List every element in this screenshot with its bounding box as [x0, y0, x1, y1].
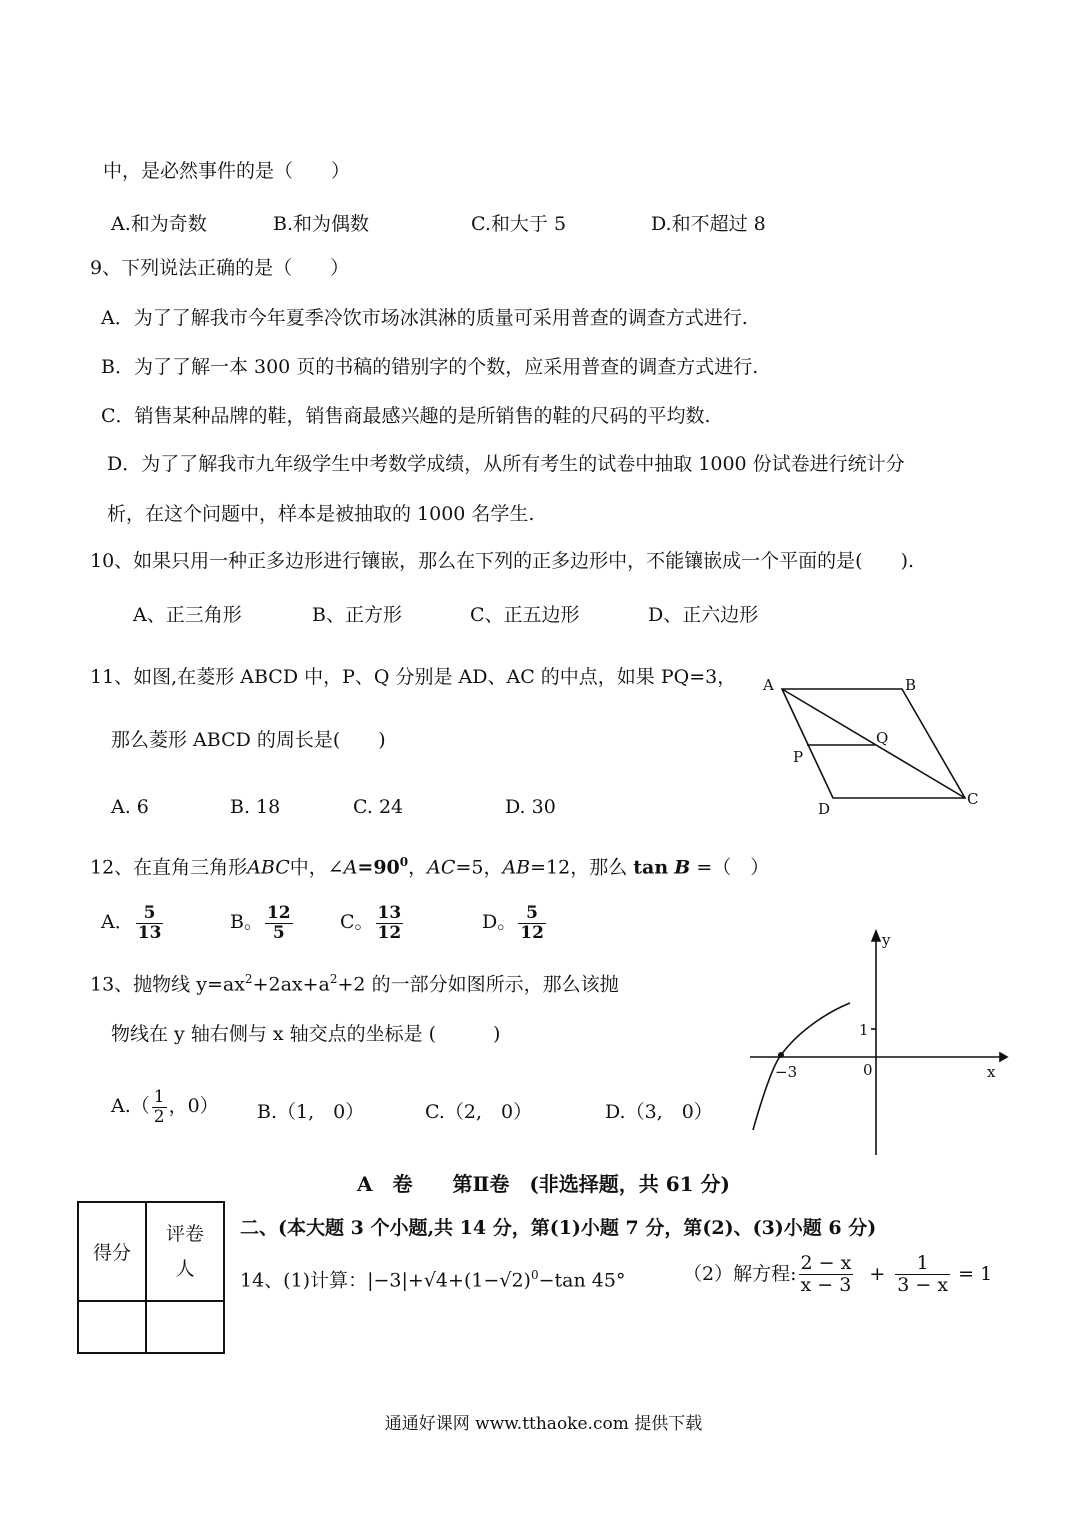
part2-heading: 二、(本大题 3 个小题,共 14 分，第(1)小题 7 分，第(2)、(3)小题 6 分): [240, 1217, 877, 1239]
q12-degree: 0: [399, 855, 409, 869]
q12-option-b: [230, 904, 295, 942]
q12-option-c-label: C。: [340, 911, 374, 934]
q11-option-c: C. 24: [353, 796, 404, 818]
footer-text: 通通好课网 www.tthaoke.com 提供下载: [384, 1414, 703, 1434]
q13-stem-post: +2 的一部分如图所示，那么该抛: [337, 973, 619, 996]
q12-option-d: [482, 904, 548, 942]
q13-option-d: D.（3, 0）: [605, 1101, 713, 1123]
grader-cell: [146, 1301, 224, 1353]
q12-comma: ，: [408, 856, 428, 879]
q12-option-c-num: 13: [377, 903, 402, 923]
q14-fraction2-den: 3 − x: [897, 1273, 949, 1296]
label-c: C: [967, 790, 979, 808]
label-p: P: [793, 748, 804, 766]
q12-ab: AB: [502, 856, 531, 879]
q14-prefix: 14、(1)计算：: [240, 1269, 368, 1292]
q12-ac: AC: [427, 856, 456, 879]
score-header: 得分: [78, 1202, 146, 1301]
q12-ab-val: =12，那么: [530, 856, 634, 879]
y-axis-arrow: [872, 931, 880, 941]
q12-option-c: [340, 904, 405, 942]
diagonal-ac: [782, 689, 965, 798]
q14-expression-tail: −tan 45°: [538, 1269, 626, 1292]
q12-option-d-den: 12: [520, 922, 544, 943]
q9-option-d-line1: D．为了了解我市九年级学生中考数学成绩，从所有考生的试卷中抽取 1000 份试卷进行统计分: [107, 453, 905, 475]
q13-option-a-den: 2: [153, 1106, 165, 1127]
q12-tan-var: B: [674, 856, 691, 879]
q9-stem: 9、下列说法正确的是（ ）: [90, 257, 350, 279]
q14-rhs: = 1: [958, 1262, 993, 1285]
rhombus-figure: [755, 670, 985, 820]
q8-option-d: D.和不超过 8: [651, 213, 766, 235]
label-q: Q: [876, 729, 889, 747]
q13-option-a-tail: ，0）: [168, 1095, 219, 1118]
q13-option-c: C.（2, 0）: [425, 1101, 533, 1123]
q14-line: [240, 1268, 625, 1292]
label-b: B: [905, 676, 917, 694]
q14-fraction1-den: x − 3: [800, 1273, 852, 1296]
q11-option-b: B. 18: [230, 796, 281, 818]
q9-option-c: C．销售某种品牌的鞋，销售商最感兴趣的是所销售的鞋的尺码的平均数.: [101, 405, 711, 427]
section-title: A 卷 第Ⅱ卷 (非选择题，共 61 分): [356, 1172, 731, 1196]
q13-option-a-label: A.（: [111, 1095, 150, 1118]
q12-angle-val: =90: [357, 856, 400, 879]
q13-sup1: 2: [244, 972, 253, 986]
q14-part2-label: （2）解方程:: [683, 1262, 797, 1285]
origin-label: 0: [863, 1061, 873, 1079]
q10-option-d: D、正六边形: [648, 604, 759, 626]
q12-option-a-den: 13: [137, 922, 162, 943]
q10-option-c: C、正五边形: [470, 604, 580, 626]
grader-header-line2: 人: [175, 1257, 195, 1280]
q8-option-a: A.和为奇数: [111, 213, 207, 235]
q14-expression: |−3|+√4+(1−√2): [367, 1269, 531, 1292]
q13-option-b: B.（1, 0）: [257, 1101, 365, 1123]
q13-stem-line1: [90, 972, 619, 996]
q14-fraction2-num: 1: [895, 1253, 950, 1275]
label-a: A: [763, 676, 774, 694]
q9-option-d-line2: 析，在这个问题中，样本是被抽取的 1000 名学生.: [107, 503, 535, 525]
q13-mid: +2ax+a: [252, 973, 330, 996]
q9-option-b: B．为了了解一本 300 页的书稿的错别字的个数，应采用普查的调查方式进行.: [101, 356, 759, 378]
parabola-figure: [745, 925, 1010, 1160]
q12-ac-val: =5，: [455, 856, 503, 879]
q12-option-a-num: 5: [136, 904, 164, 924]
q12-stem-prefix: 12、在直角三角形: [90, 856, 248, 879]
x-axis-arrow: [1000, 1053, 1007, 1061]
q12-option-b-label: B。: [230, 911, 263, 934]
q12-option-a-label: A．: [101, 911, 134, 934]
q13-stem-pre: 13、抛物线 y=ax: [90, 973, 245, 996]
q12-stem: [90, 855, 769, 879]
q11-stem-line1: 11、如图,在菱形 ABCD 中，P、Q 分别是 AD、AC 的中点，如果 PQ=3，: [90, 666, 737, 688]
tick-label-neg3: −3: [775, 1063, 798, 1081]
parabola-curve: [753, 1003, 850, 1130]
q9-option-a: A．为了了解我市今年夏季冷饮市场冰淇淋的质量可采用普查的调查方式进行.: [101, 307, 748, 329]
q11-stem-line2: 那么菱形 ABCD 的周长是( ): [111, 729, 386, 751]
q14-fraction1-num: 2 − x: [800, 1252, 852, 1274]
label-d: D: [818, 800, 831, 818]
axis-label-x: x: [987, 1063, 996, 1081]
grader-header: [146, 1202, 224, 1301]
q14-exponent: 0: [530, 1268, 539, 1282]
q12-angle-var: A: [343, 856, 358, 879]
grader-header-line1: 评卷: [165, 1223, 204, 1246]
q12-option-d-num: 5: [518, 904, 546, 924]
q14-part2: [683, 1253, 992, 1296]
q13-stem-line2: 物线在 y 轴右侧与 x 轴交点的坐标是 ( ): [111, 1023, 501, 1045]
q12-tail: =（ ）: [690, 856, 770, 879]
q12-option-a: [101, 904, 165, 942]
q12-option-c-den: 12: [377, 922, 402, 943]
q13-option-a: [111, 1088, 219, 1126]
q12-option-d-label: D。: [482, 911, 517, 934]
q8-stem: 中，是必然事件的是（ ）: [103, 160, 351, 182]
q11-option-d: D. 30: [505, 796, 556, 818]
axis-label-y: y: [882, 931, 891, 949]
q12-option-b-den: 5: [272, 922, 285, 943]
q10-option-a: A、正三角形: [133, 604, 242, 626]
q11-option-a: A. 6: [111, 796, 149, 818]
intercept-point: [778, 1052, 784, 1058]
q12-tan: tan: [633, 856, 669, 879]
q12-triangle: ABC: [247, 856, 290, 879]
q12-mid: 中，∠: [289, 856, 344, 879]
score-cell: [78, 1301, 146, 1353]
q10-option-b: B、正方形: [312, 604, 402, 626]
q13-sup2: 2: [329, 972, 338, 986]
q12-option-b-num: 12: [266, 903, 291, 923]
q10-stem: 10、如果只用一种正多边形进行镶嵌，那么在下列的正多边形中，不能镶嵌成一个平面的是( ).: [90, 550, 915, 572]
q14-plus: +: [869, 1262, 886, 1285]
q8-option-c: C.和大于 5: [471, 213, 567, 235]
score-table: [77, 1201, 225, 1354]
q8-option-b: B.和为偶数: [273, 213, 370, 235]
tick-label-1: 1: [859, 1021, 869, 1039]
q13-option-a-num: 1: [153, 1087, 165, 1107]
